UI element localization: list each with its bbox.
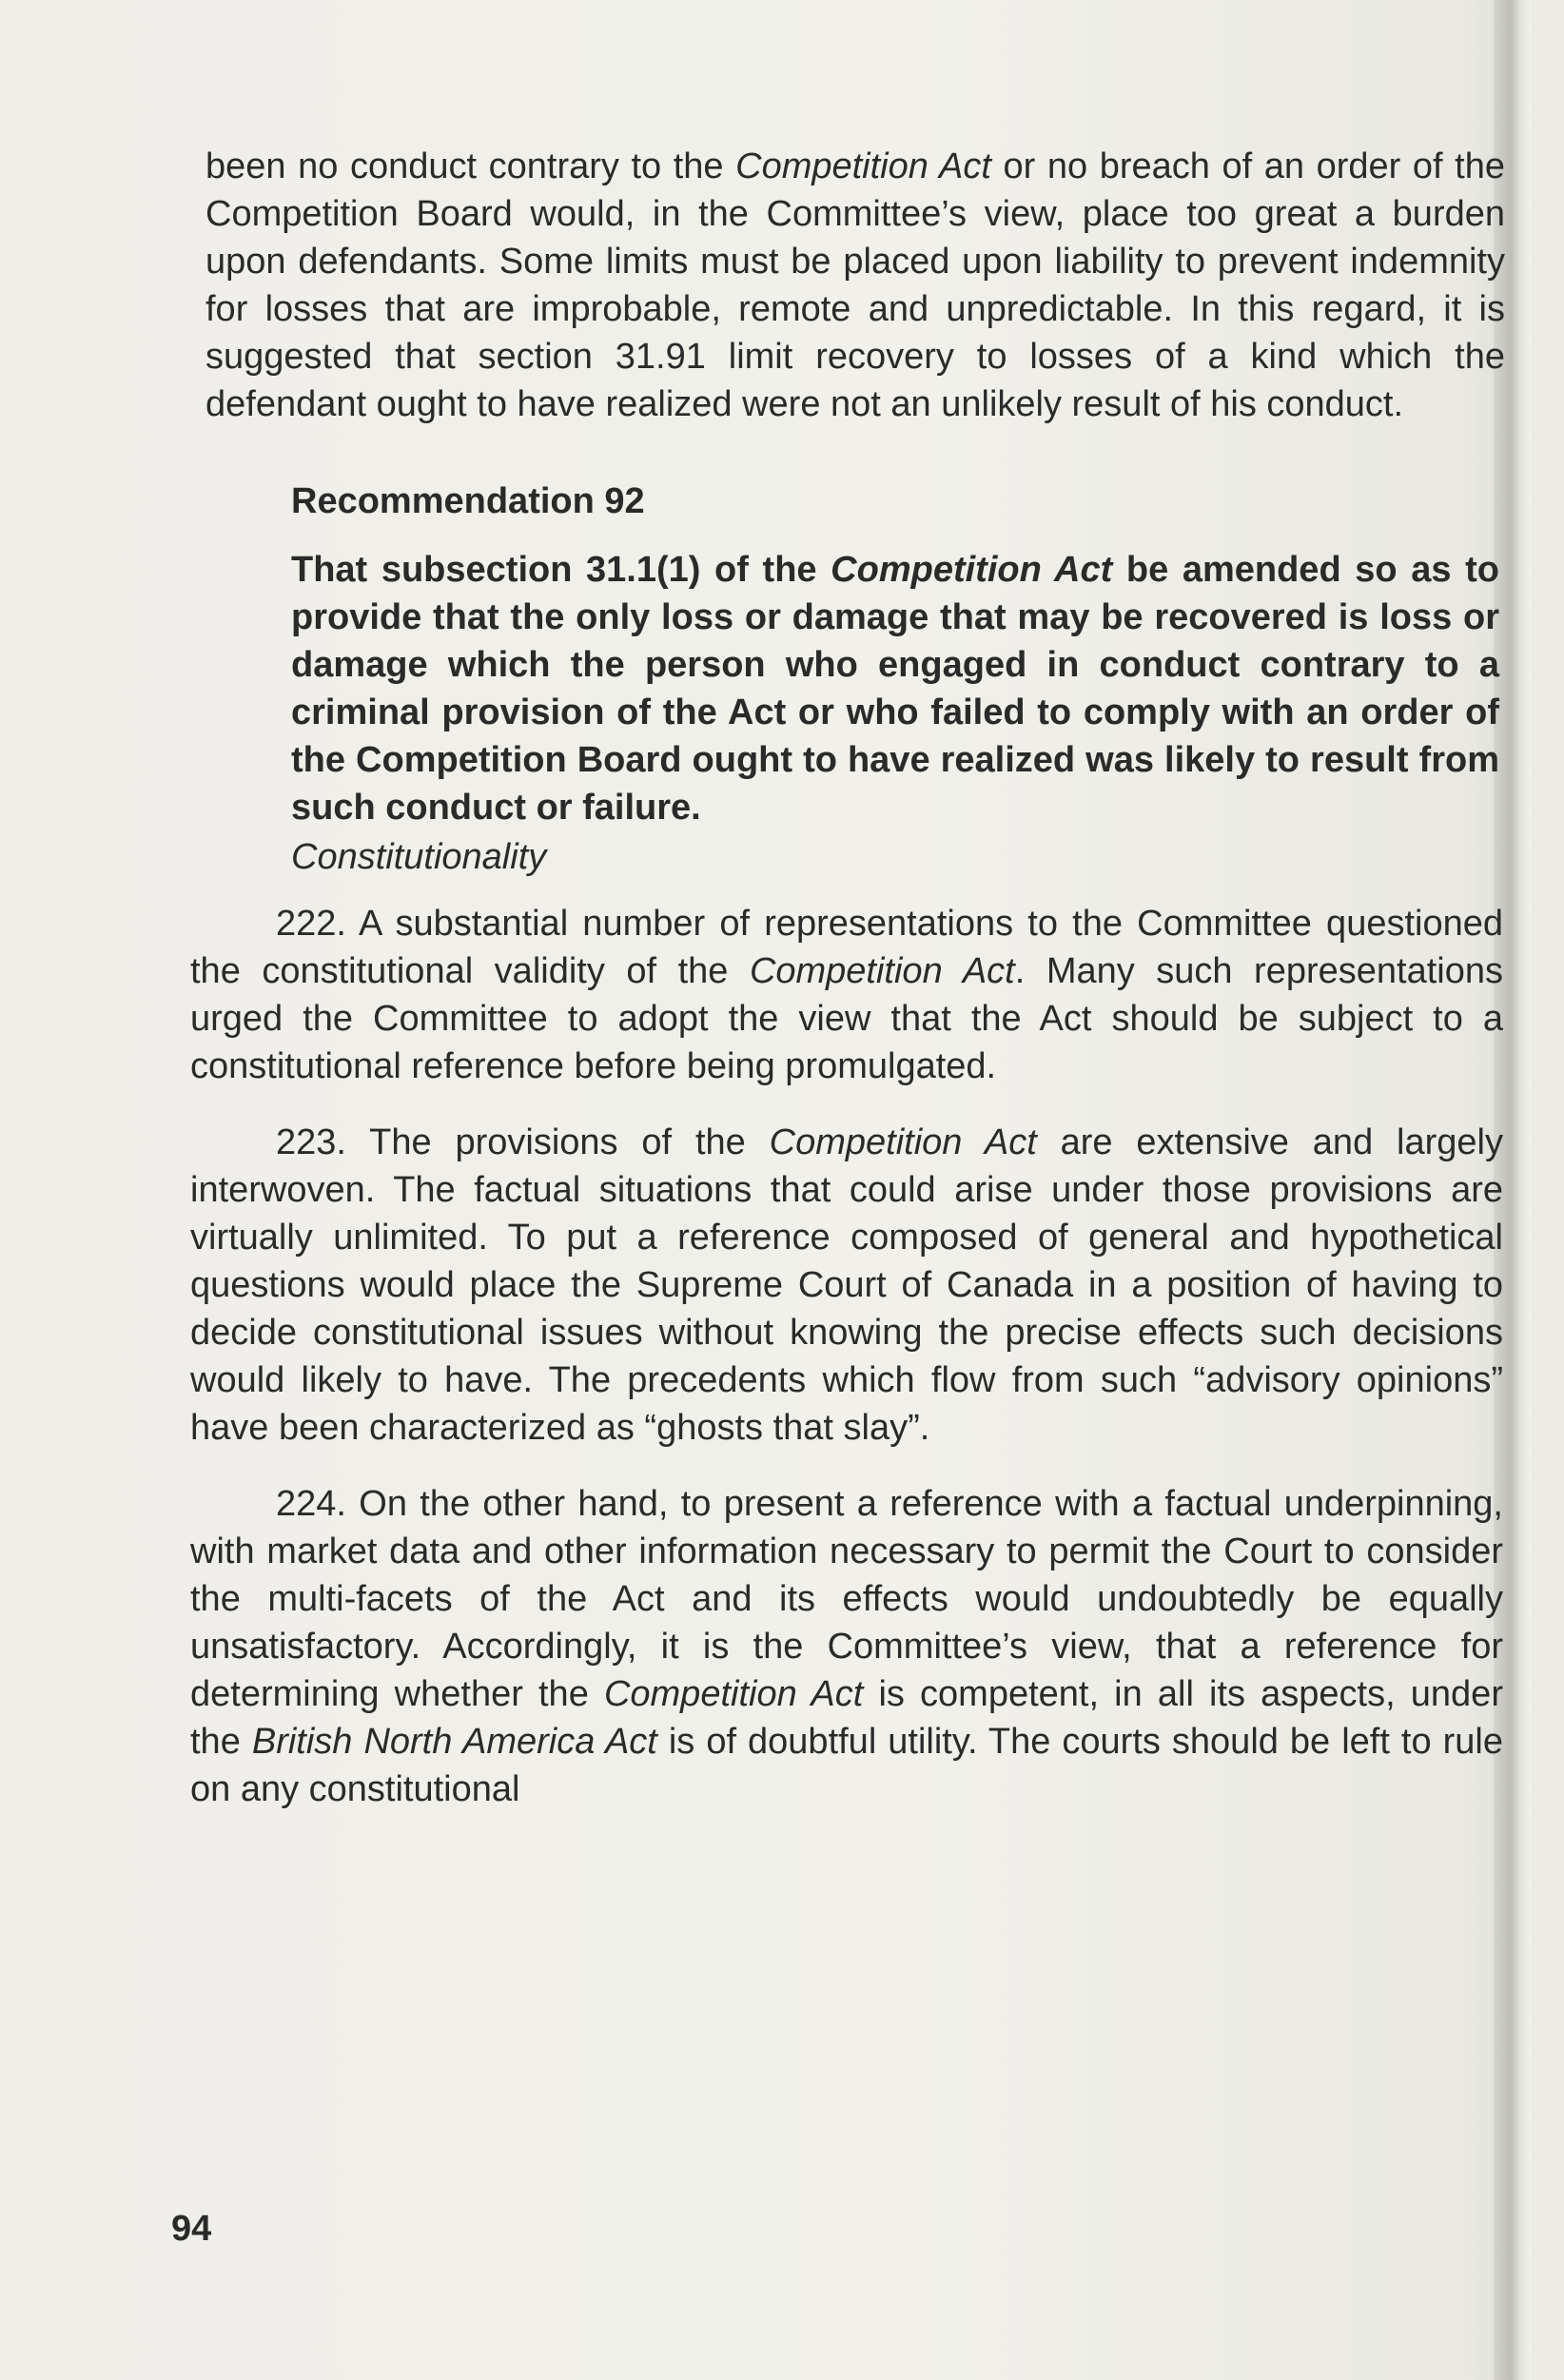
intro-paragraph: been no conduct contrary to the Competition Act or no breach of an order of the Competition Board would, in the Committee’s view, place too great a burden upon defendants. Some limits must be placed upon liability to prevent indemnity for losses that are improbable, remote and unpredictable. In this regard, it is suggested that section 31.91 limit recovery to losses of a kind which the defendant ought to have realized were not an unlikely result of his conduct. [205,146,1505,424]
recommendation-title: Recommendation 92 [291,481,645,521]
paragraph-223: 223. The provisions of the Competition Act are extensive and largely interwoven. The factual situations that could arise under those provisions are virtually unlimited. To put a reference composed of general and hypothetical questions would place the Supreme Court of Canada in a position of having to decide constitutional issues without knowing the precise effects such decisions would likely to have. The precedents which flow from such “advisory opinions” have been characterized as “ghosts that slay”. [190,1122,1503,1448]
paragraph-222: 222. A substantial number of representations to the Committee questioned the constitutional validity of the Competition Act. Many such representations urged the Committee to adopt the view that the Act should be subject to a constitutional reference before being promulgated. [190,904,1503,1086]
section-heading-constitutionality: Constitutionality [291,837,547,877]
page-number: 94 [171,2209,212,2249]
paragraph-number: 223. [276,1122,346,1162]
paragraph-224: 224. On the other hand, to present a reference with a factual underpinning, with market data and other information necessary to permit the Court to consider the multi-facets of the Act and its effects would undoubtedly be equally unsatisfactory. Accordingly, it is the Committee’s view, that a reference for determining whether the Competition Act is competent, in all its aspects, under the British North America Act is of doubtful utility. The courts should be left to rule on any constitutional [190,1484,1503,1809]
paragraph-number: 224. [276,1484,346,1524]
recommendation-text: That subsection 31.1(1) of the Competition Act be amended so as to provide that the only loss or damage that may be recovered is loss or damage which the person who engaged in conduct contrary to a criminal provision of the Act or who failed to comply with an order of the Competition Board ought to have realized was likely to result from such conduct or failure. [291,550,1499,828]
page-content [190,143,1503,1813]
paragraph-number: 222. [276,904,346,944]
